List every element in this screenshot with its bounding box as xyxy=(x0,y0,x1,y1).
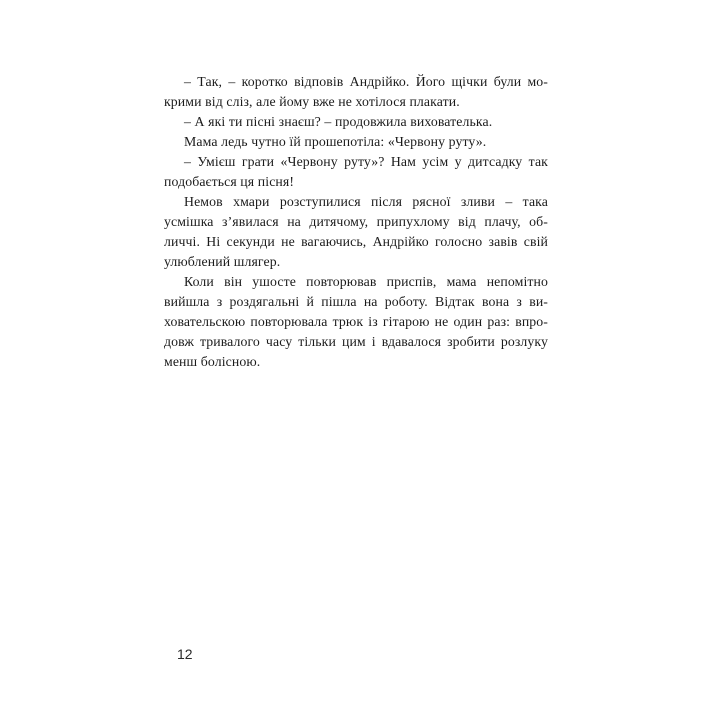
page-number: 12 xyxy=(177,646,193,662)
text-line: ховательскою повторювала трюк із гітарою не один раз: впро- xyxy=(164,314,548,329)
text-line: – Умієш грати «Червону руту»? Нам усім у дитсадку так xyxy=(184,154,548,169)
text-line: улюблений шлягер. xyxy=(164,254,281,269)
text-line: Мама ледь чутно їй прошепотіла: «Червону руту». xyxy=(184,134,487,149)
text-line: подобається ця пісня! xyxy=(164,174,295,189)
text-line: Немов хмари розступилися після рясної зливи – така xyxy=(184,194,548,209)
text-block xyxy=(164,72,548,372)
text-line: Коли він ушосте повторював приспів, мама непомітно xyxy=(184,274,548,289)
text-line: усмішка з’явилася на дитячому, припухлому від плачу, об- xyxy=(164,214,548,229)
text-line: личчі. Ні секунди не вагаючись, Андрійко голосно завів свій xyxy=(164,234,548,249)
text-line: вийшла з роздягальні й пішла на роботу. Відтак вона з ви- xyxy=(164,294,548,309)
text-line: – Так, – коротко відповів Андрійко. Його щічки були мо- xyxy=(184,74,548,89)
text-line: крими від сліз, але йому вже не хотілося плакати. xyxy=(164,94,460,109)
text-line: – А які ти пісні знаєш? – продовжила вихователька. xyxy=(184,114,493,129)
text-line: менш болісною. xyxy=(164,354,261,369)
text-line: довж тривалого часу тільки цим і вдавалося зробити розлуку xyxy=(164,334,548,349)
